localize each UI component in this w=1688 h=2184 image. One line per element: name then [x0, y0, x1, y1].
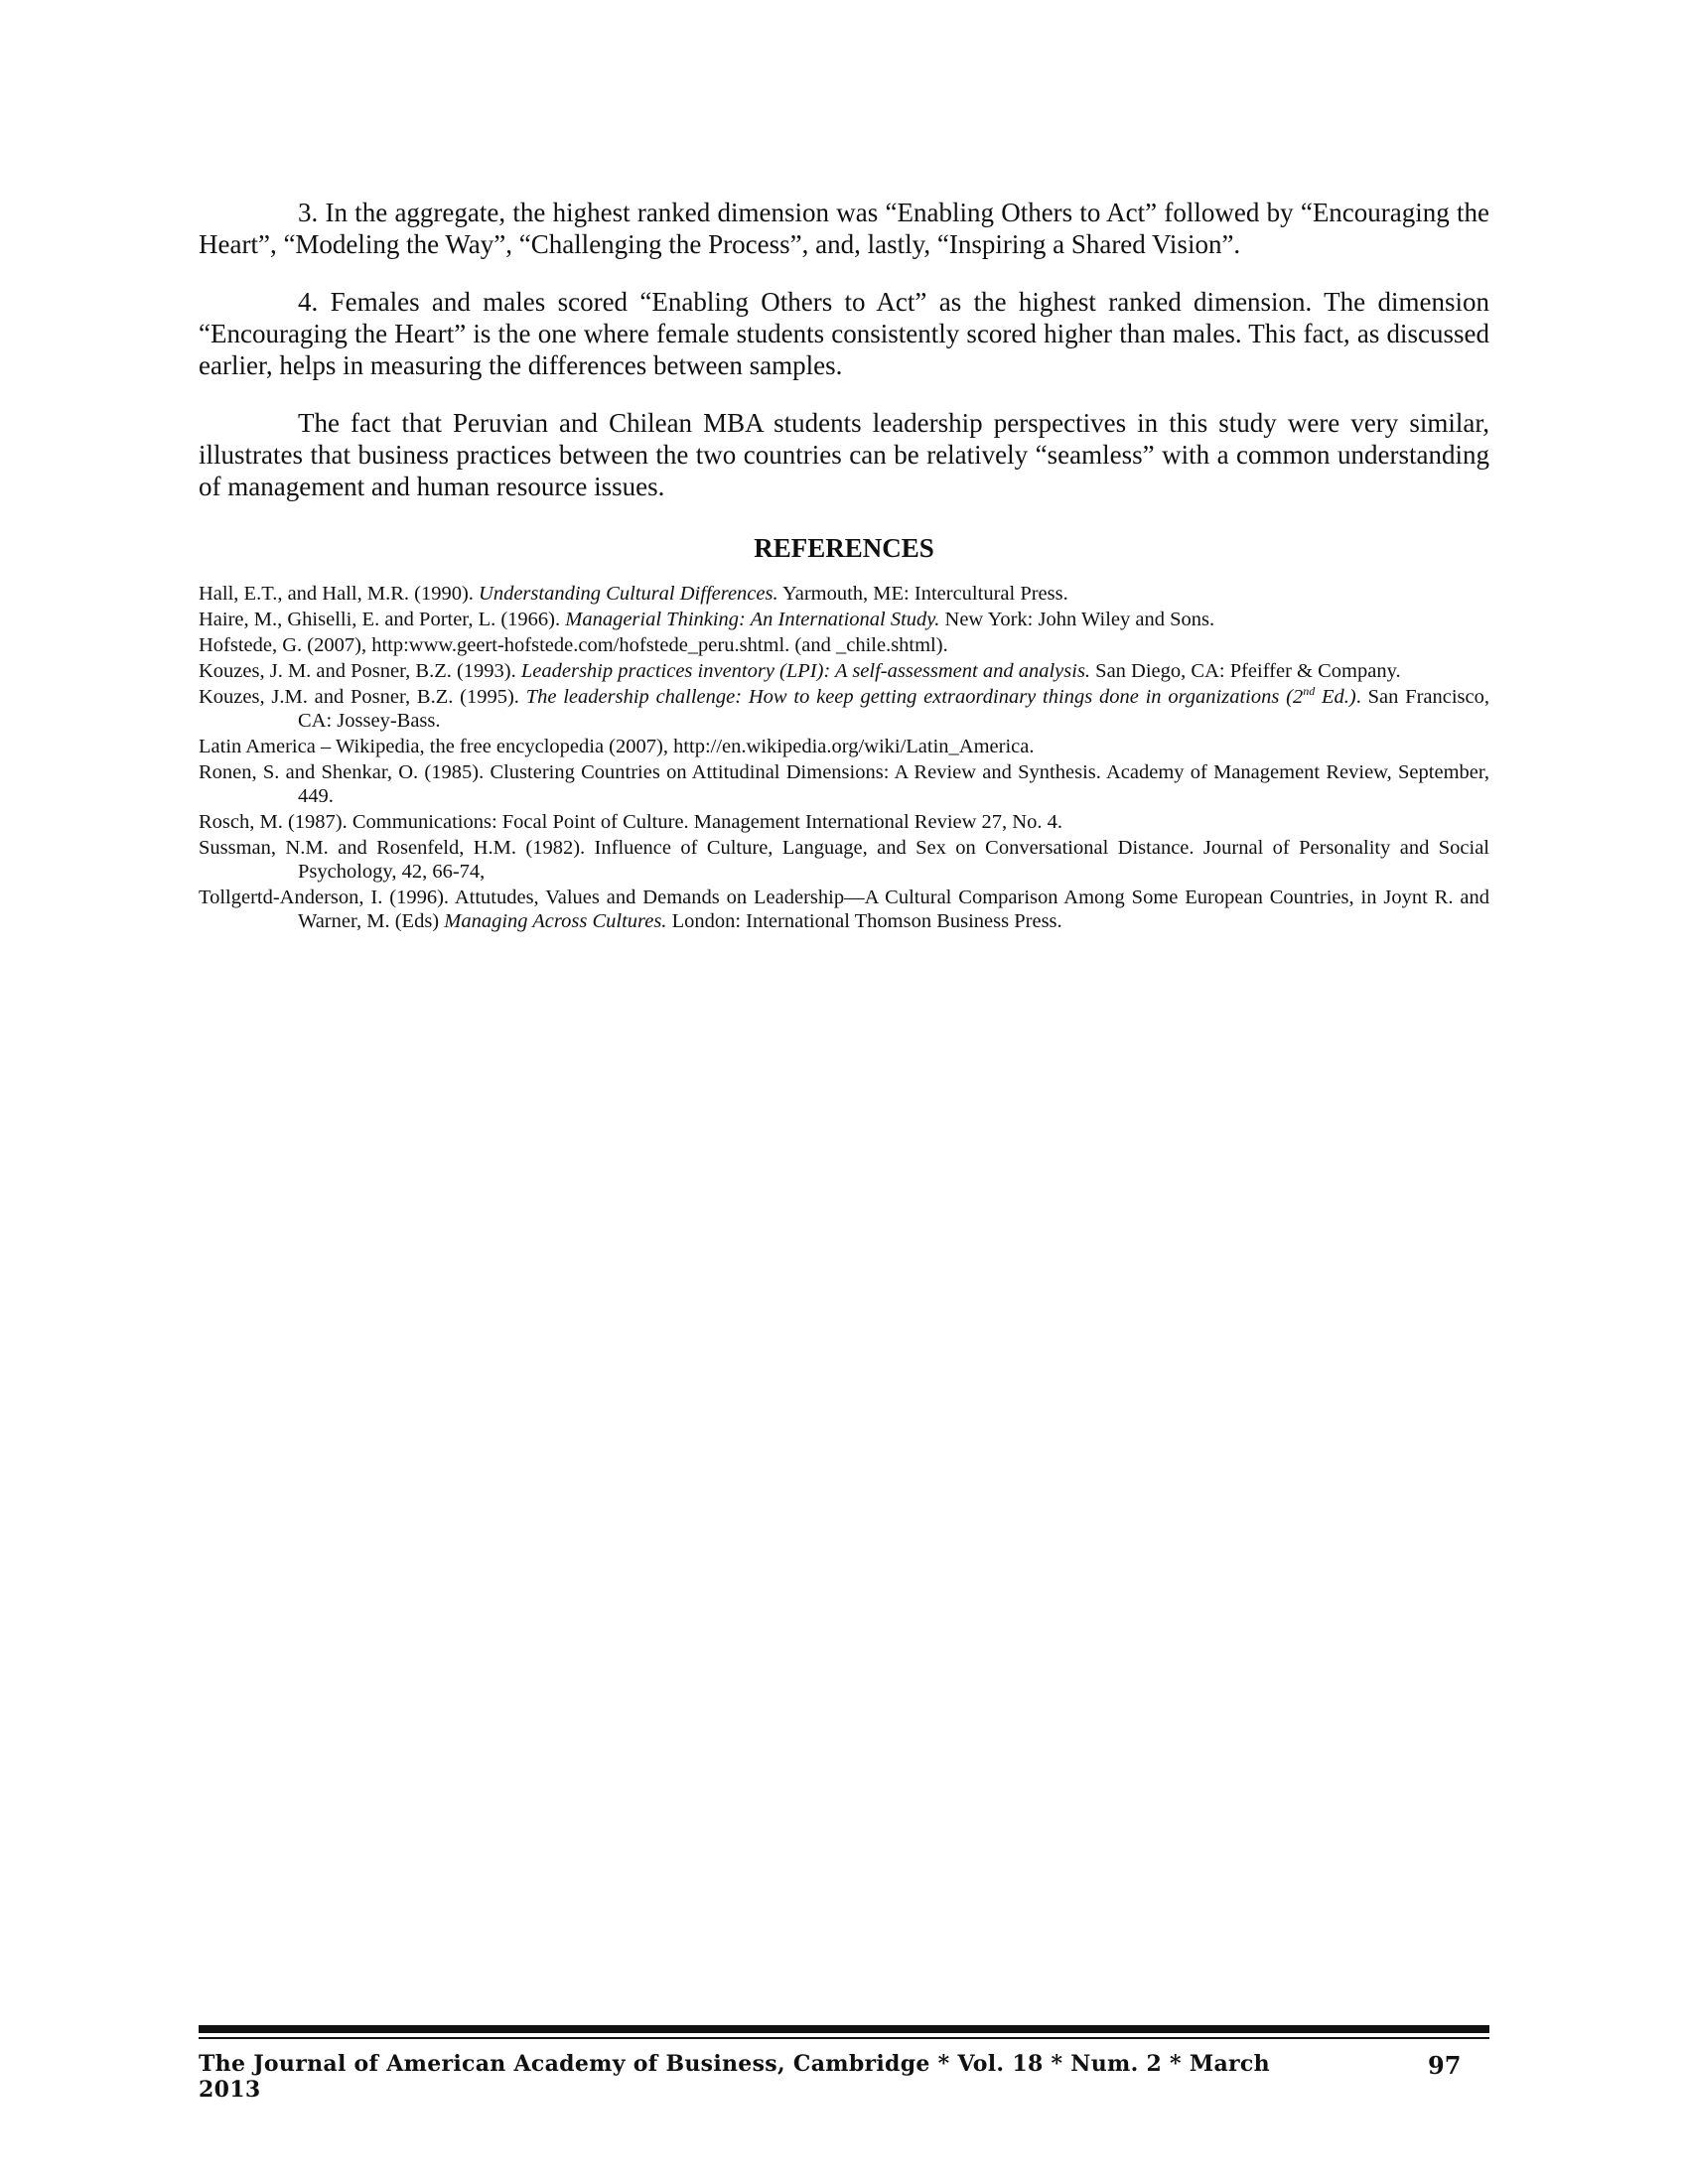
- reference-item: Hofstede, G. (2007), http:www.geert-hofstede.com/hofstede_peru.shtml. (and _chile.shtml).: [199, 634, 948, 656]
- reference-item: Kouzes, J. M. and Posner, B.Z. (1993). Leadership practices inventory (LPI): A self-assessment and analysis. San Diego, CA: Pfeiffer & Company.: [199, 660, 1401, 682]
- references-heading: REFERENCES: [754, 533, 934, 563]
- body-text: [199, 197, 1489, 935]
- page-number: 97: [1428, 2051, 1462, 2080]
- reference-item: Haire, M., Ghiselli, E. and Porter, L. (1966). Managerial Thinking: An International Study. New York: John Wiley and Sons.: [199, 609, 1215, 630]
- references-list: [199, 582, 1489, 933]
- paragraph: 3. In the aggregate, the highest ranked dimension was “Enabling Others to Act” followed by “Encouraging the Heart”, “Modeling the Way”, “Challenging the Process”, and, lastly, “Inspiring a Shared Vision”.: [199, 198, 1489, 259]
- footer-rule: [199, 2025, 1489, 2033]
- reference-item: Kouzes, J.M. and Posner, B.Z. (1995). The leadership challenge: How to keep getting extraordinary things done in organizations (2nd Ed.). San Francisco, CA: Jossey-Bass.: [199, 684, 1489, 732]
- reference-item: Latin America – Wikipedia, the free encyclopedia (2007), http://en.wikipedia.org/wiki/Latin_America.: [199, 736, 1035, 757]
- footer-rule: [199, 2037, 1489, 2039]
- paragraph: The fact that Peruvian and Chilean MBA students leadership perspectives in this study were very similar, illustrates that business practices between the two countries can be relatively “seamless” with a common understanding of management and human resource issues.: [199, 408, 1489, 501]
- reference-item: Rosch, M. (1987). Communications: Focal Point of Culture. Management International Review 27, No. 4.: [199, 811, 1062, 833]
- paragraph: 4. Females and males scored “Enabling Others to Act” as the highest ranked dimension. The dimension “Encouraging the Heart” is the one where female students consistently scored higher than males. This fact, as discussed earlier, helps in measuring the differences between samples.: [199, 287, 1489, 380]
- reference-item: Ronen, S. and Shenkar, O. (1985). Clustering Countries on Attitudinal Dimensions: A Review and Synthesis. Academy of Management Review, September, 449.: [199, 761, 1489, 807]
- reference-item: Sussman, N.M. and Rosenfeld, H.M. (1982). Influence of Culture, Language, and Sex on Conversational Distance. Journal of Personality and Social Psychology, 42, 66-74,: [199, 837, 1489, 883]
- reference-item: Hall, E.T., and Hall, M.R. (1990). Understanding Cultural Differences. Yarmouth, ME: Intercultural Press.: [199, 583, 1068, 605]
- reference-item: Tollgertd-Anderson, I. (1996). Attutudes, Values and Demands on Leadership—A Cultural Comparison Among Some European Countries, in Joynt R. and Warner, M. (Eds) Managing Across Cultures. London: International Thomson Business Press.: [199, 887, 1489, 932]
- journal-footer: The Journal of American Academy of Business, Cambridge * Vol. 18 * Num. 2 * March 2013: [199, 2051, 1270, 2103]
